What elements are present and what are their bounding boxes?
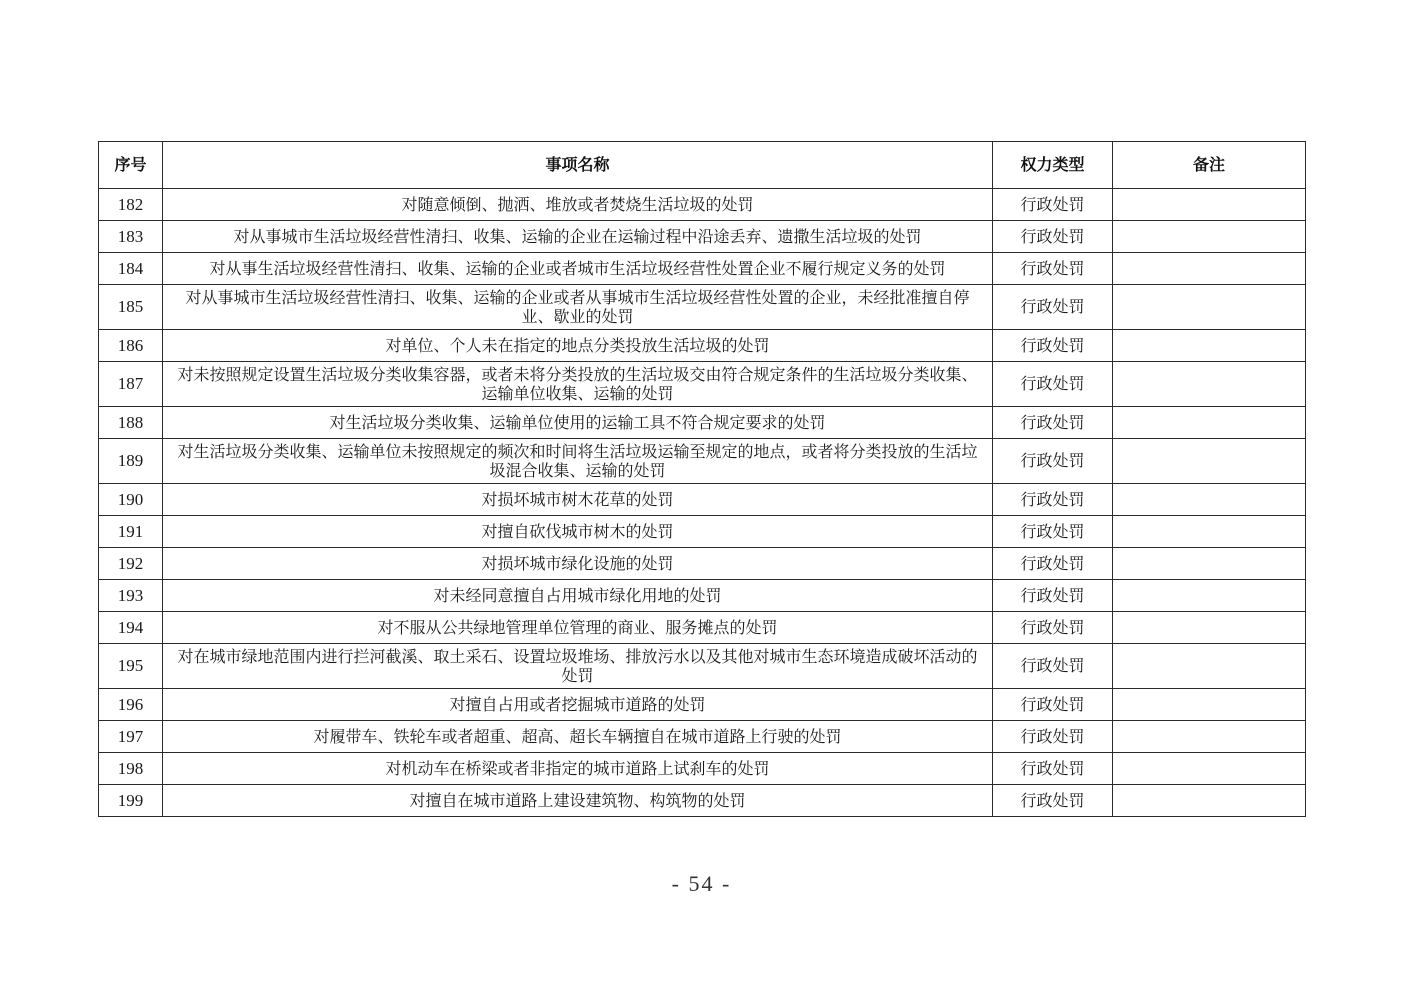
- item-table-wrapper: [98, 141, 1305, 817]
- row-power-type: 行政处罚: [993, 362, 1113, 407]
- header-remarks: 备注: [1113, 142, 1306, 189]
- row-serial-number: 184: [99, 253, 163, 285]
- row-remarks: [1113, 548, 1306, 580]
- row-remarks: [1113, 753, 1306, 785]
- row-remarks: [1113, 580, 1306, 612]
- row-item-name: 对从事城市生活垃圾经营性清扫、收集、运输的企业或者从事城市生活垃圾经营性处置的企业，未经批准擅自停业、歇业的处罚: [163, 285, 993, 330]
- table-row: [99, 189, 1306, 221]
- row-serial-number: 186: [99, 330, 163, 362]
- row-power-type: 行政处罚: [993, 285, 1113, 330]
- table-row: [99, 221, 1306, 253]
- table-row: [99, 612, 1306, 644]
- row-power-type: 行政处罚: [993, 548, 1113, 580]
- row-item-name: 对擅自在城市道路上建设建筑物、构筑物的处罚: [163, 785, 993, 817]
- row-remarks: [1113, 721, 1306, 753]
- row-serial-number: 199: [99, 785, 163, 817]
- row-remarks: [1113, 689, 1306, 721]
- row-item-name: 对在城市绿地范围内进行拦河截溪、取土采石、设置垃圾堆场、排放污水以及其他对城市生态环境造成破坏活动的处罚: [163, 644, 993, 689]
- row-serial-number: 189: [99, 439, 163, 484]
- item-table: [98, 141, 1306, 817]
- table-row: [99, 644, 1306, 689]
- table-row: [99, 253, 1306, 285]
- row-serial-number: 195: [99, 644, 163, 689]
- row-serial-number: 187: [99, 362, 163, 407]
- row-remarks: [1113, 407, 1306, 439]
- row-power-type: 行政处罚: [993, 721, 1113, 753]
- row-power-type: 行政处罚: [993, 785, 1113, 817]
- table-row: [99, 753, 1306, 785]
- table-row: [99, 407, 1306, 439]
- table-row: [99, 721, 1306, 753]
- row-power-type: 行政处罚: [993, 407, 1113, 439]
- row-power-type: 行政处罚: [993, 612, 1113, 644]
- row-remarks: [1113, 221, 1306, 253]
- row-serial-number: 197: [99, 721, 163, 753]
- row-serial-number: 185: [99, 285, 163, 330]
- row-item-name: 对擅自砍伐城市树木的处罚: [163, 516, 993, 548]
- row-serial-number: 198: [99, 753, 163, 785]
- row-serial-number: 193: [99, 580, 163, 612]
- table-row: [99, 285, 1306, 330]
- table-row: [99, 330, 1306, 362]
- row-item-name: 对从事城市生活垃圾经营性清扫、收集、运输的企业在运输过程中沿途丢弃、遗撒生活垃圾的处罚: [163, 221, 993, 253]
- row-item-name: 对不服从公共绿地管理单位管理的商业、服务摊点的处罚: [163, 612, 993, 644]
- table-row: [99, 785, 1306, 817]
- row-remarks: [1113, 362, 1306, 407]
- row-item-name: 对未按照规定设置生活垃圾分类收集容器，或者未将分类投放的生活垃圾交由符合规定条件的生活垃圾分类收集、运输单位收集、运输的处罚: [163, 362, 993, 407]
- row-power-type: 行政处罚: [993, 644, 1113, 689]
- row-item-name: 对损坏城市绿化设施的处罚: [163, 548, 993, 580]
- header-item-name: 事项名称: [163, 142, 993, 189]
- table-row: [99, 689, 1306, 721]
- table-row: [99, 484, 1306, 516]
- header-serial-number: 序号: [99, 142, 163, 189]
- row-power-type: 行政处罚: [993, 439, 1113, 484]
- row-serial-number: 188: [99, 407, 163, 439]
- row-remarks: [1113, 285, 1306, 330]
- row-item-name: 对生活垃圾分类收集、运输单位使用的运输工具不符合规定要求的处罚: [163, 407, 993, 439]
- header-power-type: 权力类型: [993, 142, 1113, 189]
- row-item-name: 对擅自占用或者挖掘城市道路的处罚: [163, 689, 993, 721]
- row-remarks: [1113, 644, 1306, 689]
- table-header-row: [99, 142, 1306, 189]
- row-power-type: 行政处罚: [993, 221, 1113, 253]
- row-item-name: 对机动车在桥梁或者非指定的城市道路上试刹车的处罚: [163, 753, 993, 785]
- table-row: [99, 548, 1306, 580]
- row-remarks: [1113, 516, 1306, 548]
- row-remarks: [1113, 189, 1306, 221]
- row-item-name: 对履带车、铁轮车或者超重、超高、超长车辆擅自在城市道路上行驶的处罚: [163, 721, 993, 753]
- row-item-name: 对单位、个人未在指定的地点分类投放生活垃圾的处罚: [163, 330, 993, 362]
- row-power-type: 行政处罚: [993, 516, 1113, 548]
- row-remarks: [1113, 439, 1306, 484]
- row-power-type: 行政处罚: [993, 330, 1113, 362]
- row-serial-number: 190: [99, 484, 163, 516]
- row-power-type: 行政处罚: [993, 253, 1113, 285]
- row-item-name: 对未经同意擅自占用城市绿化用地的处罚: [163, 580, 993, 612]
- table-row: [99, 362, 1306, 407]
- row-serial-number: 182: [99, 189, 163, 221]
- row-serial-number: 194: [99, 612, 163, 644]
- page-number: - 54 -: [671, 871, 732, 896]
- row-power-type: 行政处罚: [993, 753, 1113, 785]
- row-item-name: 对生活垃圾分类收集、运输单位未按照规定的频次和时间将生活垃圾运输至规定的地点，或者将分类投放的生活垃圾混合收集、运输的处罚: [163, 439, 993, 484]
- row-item-name: 对随意倾倒、抛洒、堆放或者焚烧生活垃圾的处罚: [163, 189, 993, 221]
- row-power-type: 行政处罚: [993, 484, 1113, 516]
- table-row: [99, 516, 1306, 548]
- row-remarks: [1113, 484, 1306, 516]
- table-row: [99, 439, 1306, 484]
- row-power-type: 行政处罚: [993, 580, 1113, 612]
- row-power-type: 行政处罚: [993, 189, 1113, 221]
- row-item-name: 对从事生活垃圾经营性清扫、收集、运输的企业或者城市生活垃圾经营性处置企业不履行规定义务的处罚: [163, 253, 993, 285]
- row-remarks: [1113, 253, 1306, 285]
- row-serial-number: 196: [99, 689, 163, 721]
- row-serial-number: 183: [99, 221, 163, 253]
- row-serial-number: 191: [99, 516, 163, 548]
- row-serial-number: 192: [99, 548, 163, 580]
- table-row: [99, 580, 1306, 612]
- row-item-name: 对损坏城市树木花草的处罚: [163, 484, 993, 516]
- row-power-type: 行政处罚: [993, 689, 1113, 721]
- row-remarks: [1113, 785, 1306, 817]
- row-remarks: [1113, 330, 1306, 362]
- row-remarks: [1113, 612, 1306, 644]
